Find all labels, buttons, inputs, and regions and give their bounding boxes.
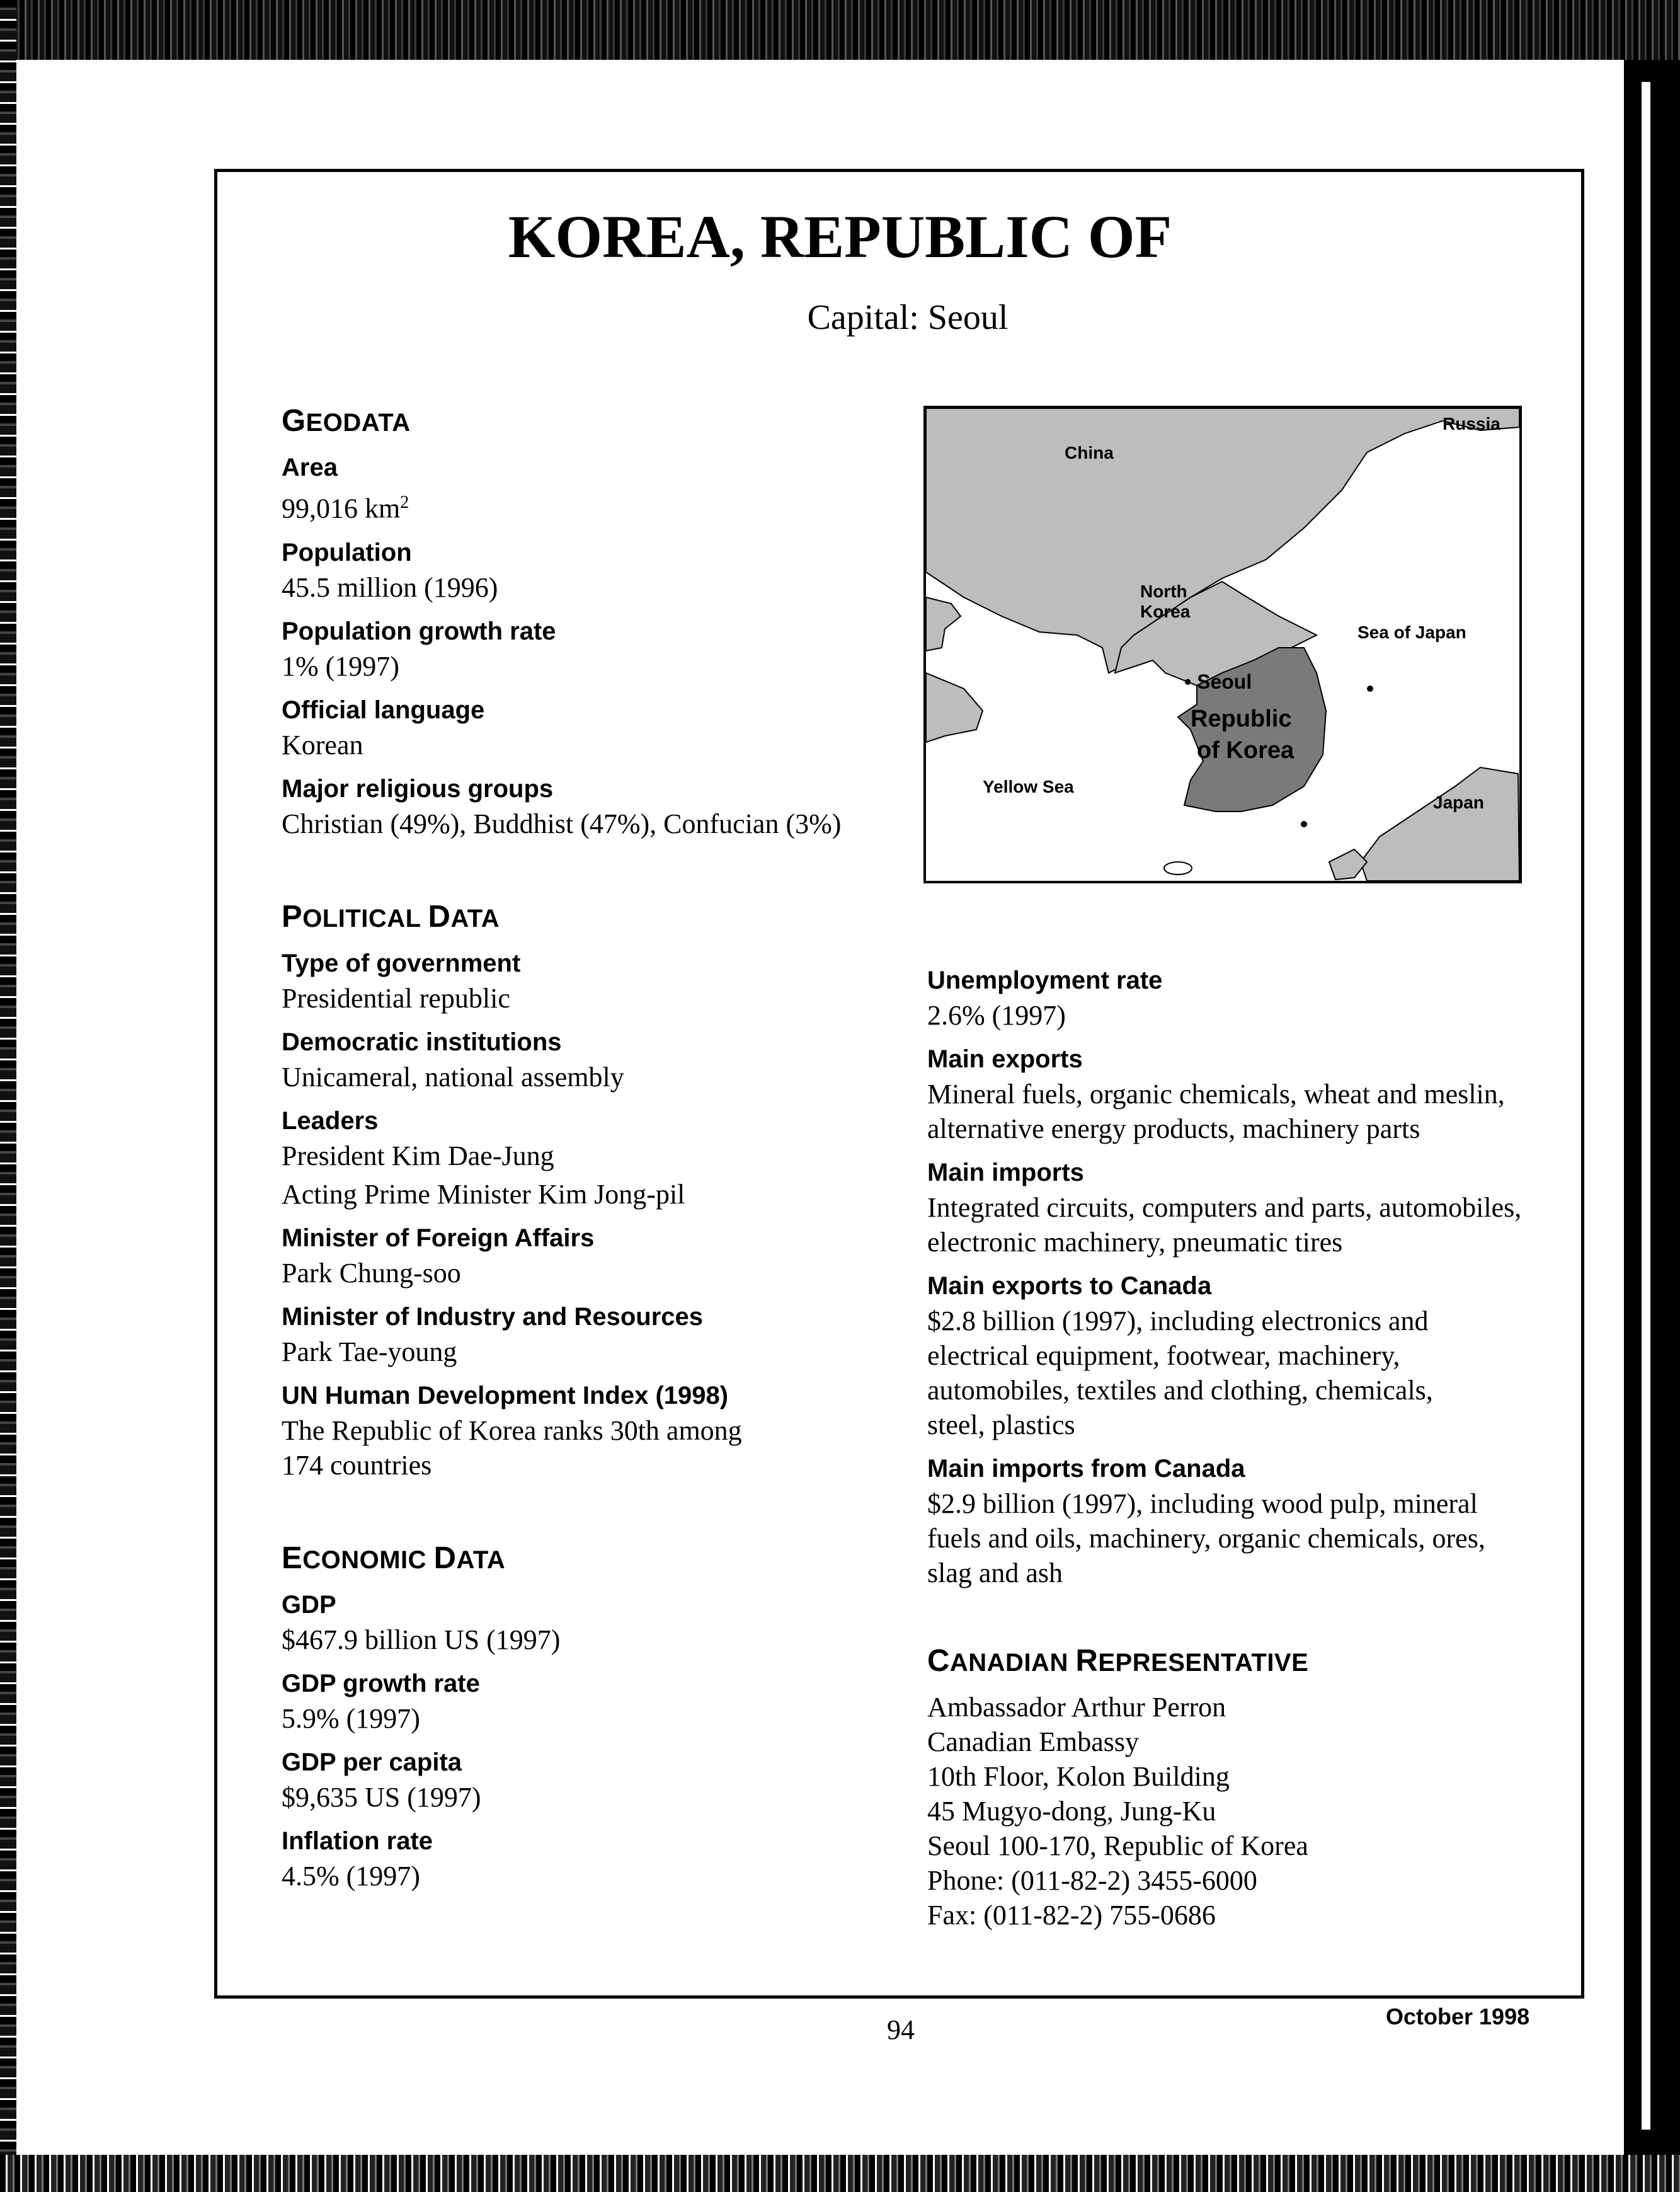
geodata-heading: GEODATA xyxy=(282,404,411,438)
main-exports-value: Mineral fuels, organic chemicals, wheat and meslin, alternative energy products, machinery parts xyxy=(927,1079,1505,1144)
gdp-value: $467.9 billion US (1997) xyxy=(282,1624,561,1655)
government-type-value: Presidential republic xyxy=(282,982,510,1014)
industry-resources-label: Minister of Industry and Resources xyxy=(282,1302,704,1331)
map-label-north-korea-2: Korea xyxy=(1140,602,1191,621)
inflation-label: Inflation rate xyxy=(282,1827,433,1855)
right-column xyxy=(927,963,1557,1932)
publication-date: October 1998 xyxy=(1386,2004,1530,2029)
representative-line: Ambassador Arthur Perron xyxy=(927,1692,1226,1723)
unemployment-value: 2.6% (1997) xyxy=(927,1000,1066,1031)
hdi-label: UN Human Development Index (1998) xyxy=(282,1381,729,1409)
tsushima-island xyxy=(1301,821,1307,827)
government-type-label: Type of government xyxy=(282,949,521,977)
korea-map xyxy=(923,406,1522,883)
map-label-rok-2: of Korea xyxy=(1197,737,1294,764)
map-label-japan: Japan xyxy=(1433,793,1484,812)
gdp-growth-value: 5.9% (1997) xyxy=(282,1702,420,1734)
inflation-value: 4.5% (1997) xyxy=(282,1860,420,1891)
official-language-label: Official language xyxy=(282,696,485,724)
main-exports-label: Main exports xyxy=(927,1045,1083,1073)
imports-from-canada-value: $2.9 billion (1997), including wood pulp, mineral fuels and oils, machinery, organic chemicals, ores, slag and ash xyxy=(927,1488,1485,1588)
japan-landmass xyxy=(1361,767,1519,881)
map-label-russia: Russia xyxy=(1443,414,1500,433)
left-column xyxy=(282,403,911,1902)
unemployment-label: Unemployment rate xyxy=(927,967,1163,994)
population-value: 45.5 million (1996) xyxy=(282,571,498,603)
representative-line: Seoul 100-170, Republic of Korea xyxy=(927,1830,1308,1861)
leaders-value: President Kim Dae-Jung Acting Prime Minister Kim Jong-pil xyxy=(282,1140,685,1210)
page-number: 94 xyxy=(887,2014,915,2045)
foreign-affairs-label: Minister of Foreign Affairs xyxy=(282,1224,595,1252)
japan-island xyxy=(1329,849,1367,880)
democratic-institutions-label: Democratic institutions xyxy=(282,1028,562,1056)
exports-to-canada-label: Main exports to Canada xyxy=(927,1272,1212,1300)
main-imports-value: Integrated circuits, computers and parts, automobiles, electronic machinery, pneumatic tires xyxy=(927,1192,1522,1258)
representative-line: 10th Floor, Kolon Building xyxy=(927,1761,1230,1792)
representative-line: Canadian Embassy xyxy=(927,1726,1140,1757)
map-label-rok-1: Republic xyxy=(1191,706,1292,732)
economic-data-heading: ECONOMIC DATA xyxy=(282,1541,506,1575)
ulleungdo-island xyxy=(1367,686,1373,692)
capital-line: Capital: Seoul xyxy=(807,298,1009,337)
gdp-label: GDP xyxy=(282,1590,336,1619)
democratic-institutions-value: Unicameral, national assembly xyxy=(282,1061,624,1093)
liaodong-landmass xyxy=(926,597,961,651)
map-label-sea-of-japan: Sea of Japan xyxy=(1357,623,1466,642)
population-label: Population xyxy=(282,538,412,566)
representative-line: 45 Mugyo-dong, Jung-Ku xyxy=(927,1796,1216,1827)
religious-groups-value: Christian (49%), Buddhist (47%), Confucian (3%) xyxy=(282,808,842,839)
gdp-growth-label: GDP growth rate xyxy=(282,1669,480,1697)
official-language-value: Korean xyxy=(282,729,363,760)
religious-groups-label: Major religious groups xyxy=(282,774,554,803)
scan-edge-bottom xyxy=(0,2155,1680,2192)
gdp-per-capita-value: $9,635 US (1997) xyxy=(282,1781,481,1813)
leaders-label: Leaders xyxy=(282,1106,379,1135)
gdp-per-capita-label: GDP per capita xyxy=(282,1748,462,1776)
representative-phone: Phone: (011-82-2) 3455-6000 xyxy=(927,1865,1257,1896)
scan-edge-right xyxy=(1624,60,1680,2155)
map-label-china: China xyxy=(1065,443,1114,462)
exports-to-canada-value: $2.8 billion (1997), including electronics and electrical equipment, footwear, machinery, automobiles, textiles and clothing, chemicals, steel, plastics xyxy=(927,1305,1433,1440)
political-data-heading: POLITICAL DATA xyxy=(282,899,500,934)
jeju-island xyxy=(1164,862,1192,875)
shandong-landmass xyxy=(926,673,983,742)
map-label-yellow-sea: Yellow Sea xyxy=(983,777,1074,796)
representative-fax: Fax: (011-82-2) 755-0686 xyxy=(927,1900,1216,1931)
scan-edge-top xyxy=(0,0,1680,60)
population-growth-label: Population growth rate xyxy=(282,617,556,645)
canadian-representative-heading: CANADIAN REPRESENTATIVE xyxy=(927,1644,1309,1678)
map-label-seoul: • Seoul xyxy=(1184,670,1252,693)
representative-address xyxy=(927,1690,1557,1932)
scan-edge-right-inner xyxy=(1642,82,1650,2130)
industry-resources-value: Park Tae-young xyxy=(282,1336,457,1367)
main-imports-label: Main imports xyxy=(927,1159,1084,1186)
imports-from-canada-label: Main imports from Canada xyxy=(927,1455,1245,1483)
area-value: 99,016 $km^2$ xyxy=(282,493,409,524)
population-growth-value: 1% (1997) xyxy=(282,650,399,682)
area-label: Area xyxy=(282,454,338,481)
hdi-value: The Republic of Korea ranks 30th among 174 countries xyxy=(282,1414,742,1481)
page-title: KOREA, REPUBLIC OF xyxy=(508,203,1172,270)
foreign-affairs-value: Park Chung-soo xyxy=(282,1257,461,1288)
map-label-north-korea-1: North xyxy=(1140,582,1187,601)
